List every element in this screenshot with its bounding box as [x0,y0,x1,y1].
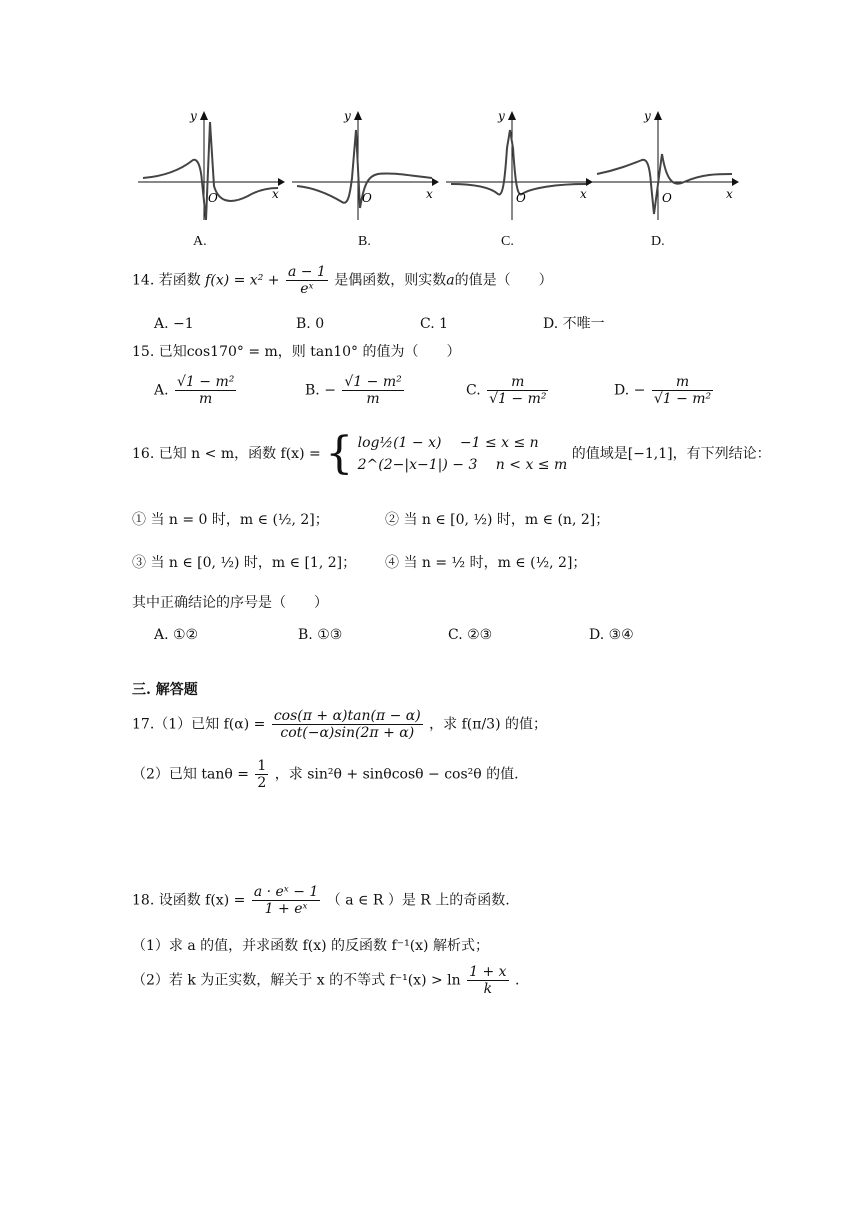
section-title: 三. 解答题 [132,682,198,698]
q14-func: f(x) = x² + [205,272,284,289]
origin-label: O [208,191,218,205]
q14-option-c: C. 1 [420,316,449,332]
q15-stem-text: 已知cos170° = m，则 tan10° 的值为（ ） [158,344,461,360]
q16-option-b: B. ①③ [298,627,343,643]
q17-part2: （2）已知 tanθ = $\frac{1}{2}$ ，求 sin²θ + sinθcosθ − cos²θ 的值. [132,758,519,791]
y-axis-label: y [190,109,197,123]
q16-piecewise [358,432,568,476]
q16-stem-pre: 已知 n < m，函数 f(x) = [158,446,321,462]
q16-conclusion-4: ④ 当 n = ½ 时，m ∈ (½, 2]； [385,555,587,571]
q18-stem: 18. 设函数 f(x) = $\frac{\text{a · eˣ − 1}}{\text{1 + eˣ}}$ （ a ∈ R ）是 R 上的奇函数. [132,884,510,917]
q16-ask: 其中正确结论的序号是（ ） [132,595,328,611]
x-axis-label: x [726,187,733,201]
q15-stem [132,342,461,362]
y-axis-label: y [344,109,351,123]
origin-label: O [662,191,672,205]
x-axis-label: x [426,187,433,201]
q15-number: 15. [132,344,155,360]
q14-number: 14. [132,272,155,289]
graph-a-label: A. [193,234,207,249]
graph-b-label: B. [358,234,371,249]
q16-option-c: C. ②③ [448,627,493,643]
q14-var: a [446,272,455,289]
q16-brace: { [325,428,354,479]
q15-option-b: B. − $\frac{\text{√1 − m²}}{m}$ [305,374,402,407]
graph-d-label: D. [651,234,665,249]
q16-piece-2: 2^(2−|x−1|) − 3 n < x ≤ m [357,457,568,473]
q18-part1: （1）求 a 的值，并求函数 f(x) 的反函数 f⁻¹(x) 解析式； [132,938,489,954]
graph-b [292,108,442,220]
q16-stem-post: 的值域是[−1,1]，有下列结论： [571,446,771,462]
q16-piece-1: log½(1 − x) −1 ≤ x ≤ n [357,435,539,451]
q14-option-a: A. −1 [154,316,194,332]
x-axis-label: x [272,187,279,201]
origin-label: O [362,191,372,205]
q14-stem-end: 的值是（ ） [454,272,553,289]
y-axis-label: y [498,109,505,123]
q16-option-a: A. ①② [154,627,199,643]
x-axis-label: x [580,187,587,201]
q16-conclusion-3: ③ 当 n ∈ [0, ½) 时，m ∈ [1, 2]； [132,555,357,571]
q16-stem [132,428,771,479]
q14-stem [132,264,553,297]
q16-conclusion-2: ② 当 n ∈ [0, ½) 时，m ∈ (n, 2]； [385,512,610,528]
q15-option-a: A. $\frac{\text{√1 − m²}}{m}$ [154,374,235,407]
q16-conclusion-1: ① 当 n = 0 时，m ∈ (½, 2]； [132,512,329,528]
q16-number: 16. [132,446,155,462]
q14-stem-pre: 若函数 [158,272,201,289]
origin-label: O [516,191,526,205]
q15-option-d: D. − $\frac{m}{\text{√1 − m²}}$ [614,374,712,407]
q16-option-d: D. ③④ [589,627,634,643]
graph-a [138,108,288,220]
graph-c [446,108,596,220]
q14-option-b: B. 0 [296,316,325,332]
graph-d [592,108,742,220]
q14-fraction: $\frac{a - 1}{\text{eˣ}}$ [287,264,326,297]
q17-part1: 17.（1）已知 f(α) = $\frac{\cos(\pi + \alpha)\tan(\pi - \alpha)}{\cot(-\alpha)\sin(2\pi + \alpha)}$ ，求 f(π/3) 的值； [132,708,547,741]
q15-option-c: C. $\frac{m}{\text{√1 − m²}}$ [466,374,547,407]
q18-part2: （2）若 k 为正实数，解关于 x 的不等式 f⁻¹(x) > ln $\frac{1 + x}{k}$ . [132,964,520,997]
y-axis-label: y [644,109,651,123]
q14-option-d: D. 不唯一 [543,316,605,332]
graph-c-label: C. [501,234,514,249]
q14-stem-post: 是偶函数，则实数 [334,272,447,289]
